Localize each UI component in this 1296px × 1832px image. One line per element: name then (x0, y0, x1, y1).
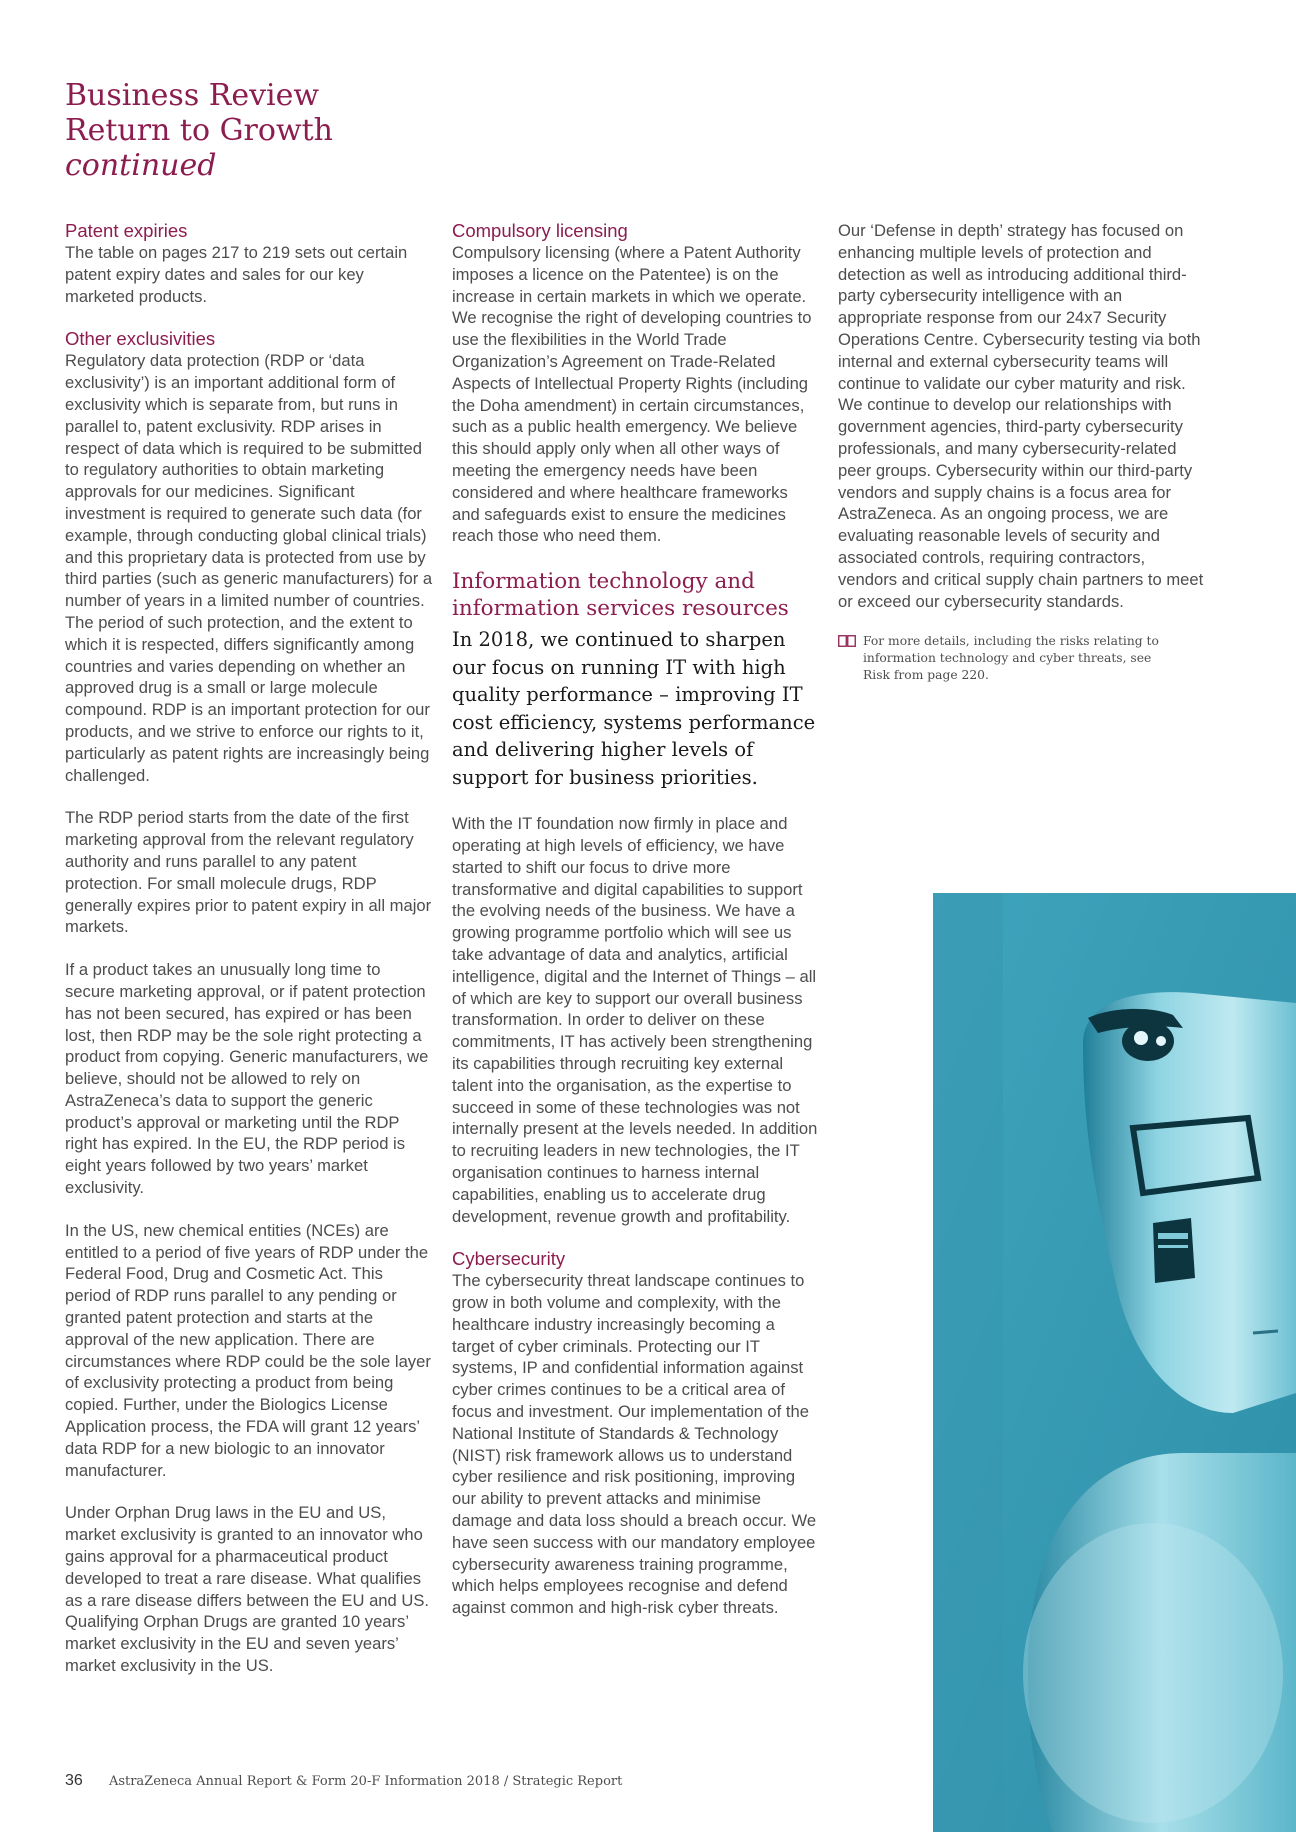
it-section-heading: Information technology and information services resources (452, 569, 789, 622)
it-body-paragraph: With the IT foundation now firmly in place and operating at high levels of efficiency, we have started to shift our focus to drive more transformative and digital capabilities to support the evolving needs of the business. We have a growing programme portfolio which will see us take advantage of data and analytics, artificial intelligence, digital and the Internet of Things – all of which are key to support our overall business transformation. In order to deliver on these commitments, IT has actively been strengthening its capabilities through recruiting key external talent into the organisation, as the expertise to succeed in some of these technologies was not internally present at the levels needed. In addition to recruiting leaders in new technologies, the IT organisation continues to harness internal capabilities, enabling us to accelerate drug development, revenue growth and profitability. (452, 814, 818, 1226)
column-1 (65, 220, 433, 1698)
rdp-paragraph-2: The RDP period starts from the date of the first marketing approval from the relevant regulatory authority and runs parallel to any patent protection. For small molecule drugs, RDP generally expires prior to patent expiry in all major markets. (65, 808, 432, 937)
robot-photo (933, 893, 1296, 1832)
robot-illustration (933, 893, 1296, 1832)
other-exclusivities-heading: Other exclusivities (65, 328, 216, 350)
it-lead-paragraph: In 2018, we continued to sharpen our focus on running IT with high quality performance – improving IT cost efficiency, systems performance and delivering higher levels of support for business priorities. (452, 628, 816, 789)
report-name: AstraZeneca Annual Report & Form 20-F Information 2018 / Strategic Report (108, 1774, 623, 1789)
title-line-1: Business Review (65, 78, 320, 113)
book-icon (838, 635, 856, 647)
compulsory-licensing-body: Compulsory licensing (where a Patent Authority imposes a licence on the Patentee) is on the increase in certain markets in which we operate. We recognise the right of developing countries to use the flexibilities in the World Trade Organization’s Agreement on Trade-Related Aspects of Intellectual Property Rights (including the Doha amendment) in certain circumstances, such as a public health emergency. We believe this should apply only when all other ways of meeting the emergency needs have been considered and where healthcare frameworks and safeguards exist to ensure the medicines reach those who need them. (452, 243, 812, 546)
cybersecurity-body: The cybersecurity threat landscape continues to grow in both volume and complexity, with the healthcare industry increasingly becoming a target of cyber criminals. Protecting our IT systems, IP and confidential information against cyber crimes continues to be a critical area of focus and investment. Our implementation of the National Institute of Standards & Technology (NIST) risk framework allows us to understand cyber resilience and risk positioning, improving our ability to prevent attacks and minimise damage and data loss should a breach occur. We have seen success with our mandatory employee cybersecurity awareness training programme, which helps employees recognise and defend against common and high-risk cyber threats. (452, 1271, 817, 1618)
patent-expiries-heading: Patent expiries (65, 220, 188, 241)
rdp-paragraph-1: Regulatory data protection (RDP or ‘data exclusivity’) is an important additional form of exclusivity which is separate from, but runs in parallel to, patent exclusivity. RDP arises in respect of data which is required to be submitted to regulatory authorities to obtain marketing approvals for our medicines. Significant investment is required to generate such data (for example, through conducting global clinical trials) and this proprietary data is protected from use by third parties (such as generic manufacturers) for a number of years in a limited number of countries. The period of such protection, and the extent to which it is respected, differs significantly among countries and varies depending on whether an approved drug is a small or large molecule compound. RDP is an important protection for our products, and we strive to enforce our rights to it, particularly as patent rights are increasingly being challenged. (65, 351, 433, 785)
column-3 (838, 220, 1206, 684)
cross-reference-text: For more details, including the risks relating to information technology and cyber threats, see Risk from page 220. (863, 634, 1159, 683)
cybersecurity-heading: Cybersecurity (452, 1248, 566, 1270)
page-number: 36 (65, 1772, 83, 1789)
title-line-3: continued (65, 148, 217, 183)
column-2 (452, 220, 820, 1640)
patent-expiries-body: The table on pages 217 to 219 sets out certain patent expiry dates and sales for our key marketed products. (65, 243, 408, 306)
cross-reference-note (838, 633, 1163, 684)
title-line-2: Return to Growth (65, 113, 333, 148)
rdp-paragraph-4: In the US, new chemical entities (NCEs) are entitled to a period of five years of RDP under the Federal Food, Drug and Cosmetic Act. This period of RDP runs parallel to any pending or granted patent protection and starts at the approval of the new application. There are circumstances where RDP could be the sole layer of exclusivity protecting a product from being copied. Further, under the Biologics License Application process, the FDA will grant 12 years’ data RDP for a new biologic to an innovator manufacturer. (65, 1220, 431, 1480)
compulsory-licensing-heading: Compulsory licensing (452, 220, 628, 241)
rdp-paragraph-3: If a product takes an unusually long time to secure marketing approval, or if patent protection has not been secured, has expired or has been lost, then RDP may be the sole right protecting a product from copying. Generic manufacturers, we believe, should not be allowed to rely on AstraZeneca’s data to support the generic product’s approval or marketing until the RDP right has expired. In the EU, the RDP period is eight years followed by two years’ market exclusivity. (65, 960, 429, 1198)
defense-in-depth-body: Our ‘Defense in depth’ strategy has focused on enhancing multiple levels of protection and detection as well as introducing additional third-party cybersecurity intelligence with an appropriate response from our 24x7 Security Operations Centre. Cybersecurity testing via both internal and external cybersecurity teams will continue to validate our cyber maturity and risk. We continue to develop our relationships with government agencies, third-party cybersecurity professionals, and many cybersecurity-related peer groups. Cybersecurity within our third-party vendors and supply chains is a focus area for AstraZeneca. As an ongoing process, we are evaluating reasonable levels of security and associated controls, requiring contractors, vendors and critical supply chain partners to meet or exceed our cybersecurity standards. (838, 221, 1204, 611)
page-footer (65, 1772, 622, 1790)
rdp-paragraph-5: Under Orphan Drug laws in the EU and US, market exclusivity is granted to an innovator who gains approval for a pharmaceutical product developed to treat a rare disease. What qualifies as a rare disease differs between the EU and US. Qualifying Orphan Drugs are granted 10 years’ market exclusivity in the EU and seven years’ market exclusivity in the US. (65, 1503, 430, 1676)
page-title (65, 78, 333, 183)
